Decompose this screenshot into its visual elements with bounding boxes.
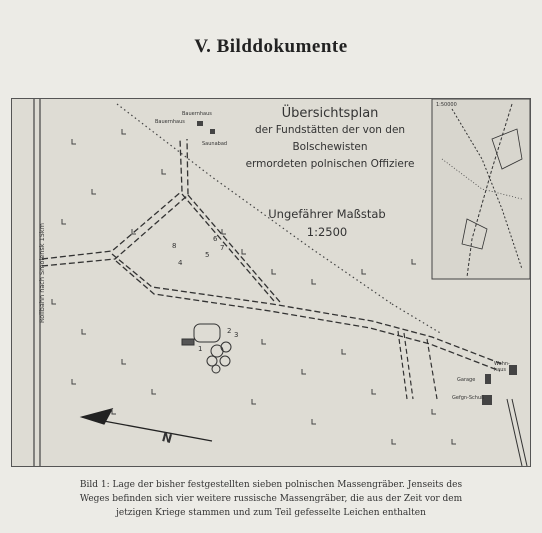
grave-number: 5 (205, 251, 210, 259)
road-label: Rollbahn nach Smolensk 15km (38, 222, 46, 324)
label-wohnhaus: Wohn-haus (494, 361, 510, 373)
grave-number: 6 (213, 235, 218, 243)
grave-number: 4 (178, 259, 183, 267)
grave-number: 7 (220, 244, 225, 252)
grave-area (182, 324, 231, 373)
north-arrow (82, 409, 212, 441)
dotted-path-end (392, 304, 442, 334)
grave-number: 2 (227, 327, 232, 335)
grave-number: 3 (234, 331, 239, 339)
north-label: N (160, 429, 174, 447)
tree-symbols (52, 129, 456, 447)
label-bauernhaus-a: Bauernhaus (182, 111, 212, 117)
label-bauernhaus-b: Bauernhaus (155, 119, 185, 125)
grave-number: 1 (198, 345, 203, 353)
map-title-line: Übersichtsplan (281, 106, 379, 121)
map-title-line: ermordeten polnischen Offiziere (245, 158, 415, 170)
caption-line: Weges befinden sich vier weitere russische Massengräber, die aus der Zeit vor dem (79, 494, 463, 504)
map-title-line: der Fundstätten der von den (254, 124, 406, 136)
grave-number: 8 (172, 242, 177, 250)
label-saunabad: Saunabad (202, 141, 228, 147)
map-title-line: Bolschewisten (292, 141, 368, 153)
map-title (220, 105, 440, 173)
label-garage: Garage (457, 377, 476, 383)
rail-right (507, 399, 527, 466)
caption-line: jetzigen Kriege stammen und zum Teil gefesselte Leichen enthalten (116, 508, 426, 518)
site-map (11, 98, 531, 467)
inset-map (432, 99, 530, 279)
scale-line: Ungefährer Maßstab (268, 207, 386, 221)
label-gefangenen-schuss: Gefgn-Schuß (452, 395, 485, 401)
label-inset-scale: 1:50000 (436, 102, 457, 108)
figure-caption (30, 478, 512, 520)
caption-line: Bild 1: Lage der bisher festgestellten sieben polnischen Massengräber. Jenseits des (79, 480, 463, 490)
map-scale (252, 205, 402, 241)
page-heading: V. Bilddokumente (194, 36, 348, 57)
scale-line: 1:2500 (306, 225, 348, 239)
